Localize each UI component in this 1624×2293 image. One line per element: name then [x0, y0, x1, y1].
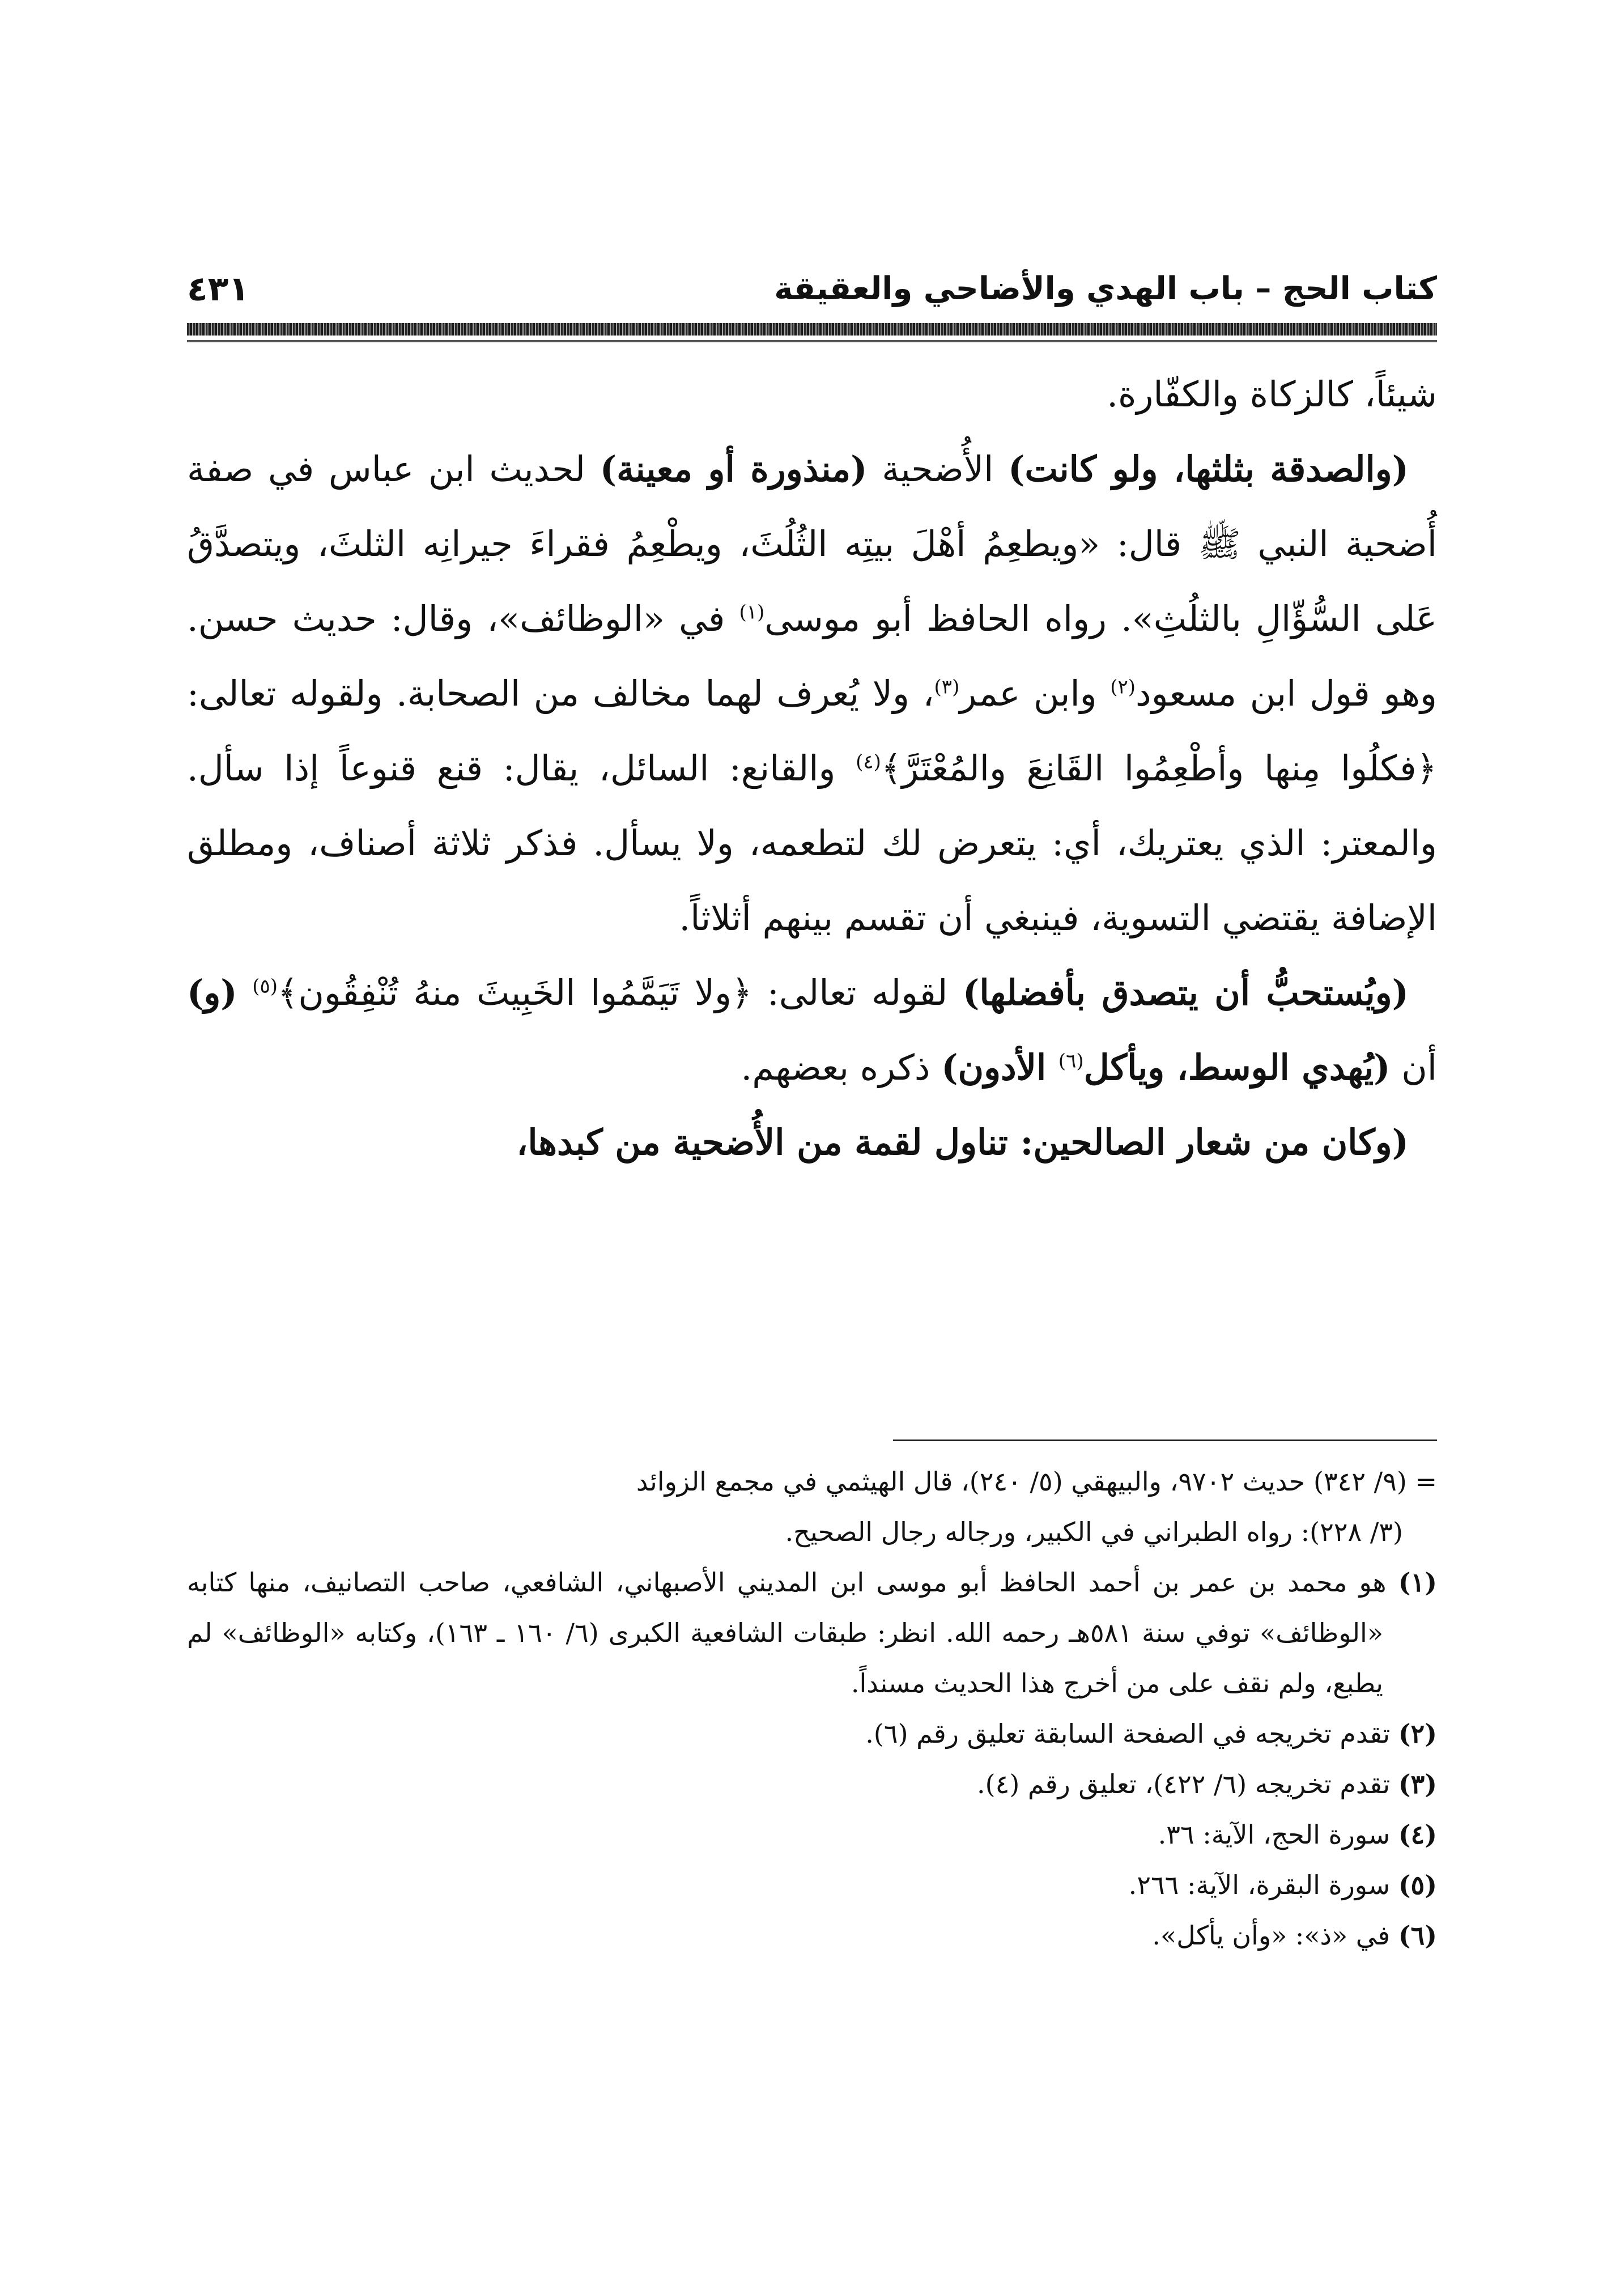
footnote-5: (٥) سورة البقرة، الآية: ٢٦٦.	[1128, 1870, 1437, 1900]
footnote-number: (٣)	[1398, 1769, 1437, 1799]
paragraph-4	[187, 1105, 1437, 1180]
matn-text: الأدون)	[941, 1047, 1058, 1088]
footnotes	[187, 1457, 1437, 1961]
matn-text: (والصدقة بثلثها، ولو كانت)	[1008, 448, 1409, 490]
footnote-ref[interactable]: (٣)	[934, 676, 960, 699]
footnote-ref[interactable]: (٢)	[1110, 676, 1136, 699]
header-divider-thin	[187, 340, 1437, 342]
footnote-number: (٥)	[1398, 1870, 1437, 1900]
footnote-number: (٤)	[1398, 1819, 1437, 1850]
footnote-continuation: = (٩/ ٣٤٢) حديث ٩٧٠٢، والبيهقي (٥/ ٢٤٠)، قال الهيثمي في مجمع الزوائد (٣/ ٢٢٨): رواه الطبراني في الكبير، ورجاله رجال الصحيح.	[636, 1466, 1437, 1547]
page-number: ٤٣١	[187, 269, 249, 309]
paragraph-3: (ويُستحبُّ أن يتصدق بأفضلها) لقوله تعالى: ﴿ولا تَيَمَّمُوا الخَبِيثَ منهُ تُنْفِقُون﴾$^{(٥)}$ (و) أن (يُهدي الوسط، ويأكل$^{(٦)}$ الأدون) ذكره بعضهم.	[187, 972, 1437, 1088]
paragraph-1: شيئاً، كالزكاة والكفّارة.	[1107, 373, 1437, 415]
footnote-ref[interactable]: (٥)	[252, 975, 278, 998]
footnote-number: (٢)	[1398, 1718, 1437, 1749]
footnote-number: (١)	[1398, 1567, 1437, 1598]
footnote-6: (٦) في «ذ»: «وأن يأكل».	[1152, 1920, 1437, 1951]
main-text	[187, 357, 1437, 1180]
matn-text: (و)	[187, 972, 237, 1013]
chapter-title: كتاب الحج – باب الهدي والأضاحي والعقيقة	[774, 270, 1437, 307]
footnote-separator	[893, 1440, 1437, 1441]
footnote-ref[interactable]: (٦)	[1058, 1050, 1084, 1073]
footnote-number: (٦)	[1398, 1920, 1437, 1951]
footnote-4: (٤) سورة الحج، الآية: ٣٦.	[1158, 1819, 1437, 1850]
header-divider	[187, 323, 1437, 336]
footnote-ref[interactable]: (٤)	[856, 750, 881, 774]
matn-text: (ويُستحبُّ أن يتصدق بأفضلها)	[963, 972, 1409, 1013]
matn-text: (وكان من شعار الصالحين: تناول لقمة من الأُضحية من كبدها،	[516, 1122, 1409, 1163]
paragraph-2: (والصدقة بثلثها، ولو كانت) الأُضحية (منذورة أو معينة) لحديث ابن عباس في صفة أُضحية النبي ﷺ قال: «ويطعِمُ أهْلَ بيتِه الثُلُثَ، ويطْعِمُ فقراءَ جيرانِه الثلثَ، ويتصدَّقُ عَلى السُّؤّالِ بالثلُثِ». رواه الحافظ أبو موسى$^{(١)}$ في «الوظائف»، وقال: حديث حسن. وهو قول ابن مسعود$^{(٢)}$ وابن عمر$^{(٣)}$، ولا يُعرف لهما مخالف من الصحابة. ولقوله تعالى: ﴿فكلُوا مِنها وأطْعِمُوا القَانِعَ والمُعْتَرَّ﴾$^{(٤)}$ والقانع: السائل، يقال: قنع قنوعاً إذا سأل. والمعتر: الذي يعتريك، أي: يتعرض لك لتطعمه، ولا يسأل. فذكر ثلاثة أصناف، ومطلق الإضافة يقتضي التسوية، فينبغي أن تقسم بينهم أثلاثاً.	[187, 448, 1437, 939]
matn-text: (يُهدي الوسط، ويأكل	[1083, 1047, 1391, 1088]
footnote-3: (٣) تقدم تخريجه (٦/ ٤٢٢)، تعليق رقم (٤).	[977, 1769, 1437, 1799]
footnote-ref[interactable]: (١)	[739, 601, 765, 624]
footnote-2: (٢) تقدم تخريجه في الصفحة السابقة تعليق رقم (٦).	[865, 1718, 1437, 1749]
matn-text: (منذورة أو معينة)	[600, 448, 868, 490]
running-header	[187, 266, 1437, 317]
footnote-1: (١) هو محمد بن عمر بن أحمد الحافظ أبو موسى ابن المديني الأصبهاني، الشافعي، صاحب التصانيف، منها كتابه «الوظائف» توفي سنة ٥٨١هـ رحمه الله. انظر: طبقات الشافعية الكبرى (٦/ ١٦٠ ـ ١٦٣)، وكتابه «الوظائف» لم يطبع، ولم نقف على من أخرج هذا الحديث مسنداً.	[187, 1567, 1437, 1698]
